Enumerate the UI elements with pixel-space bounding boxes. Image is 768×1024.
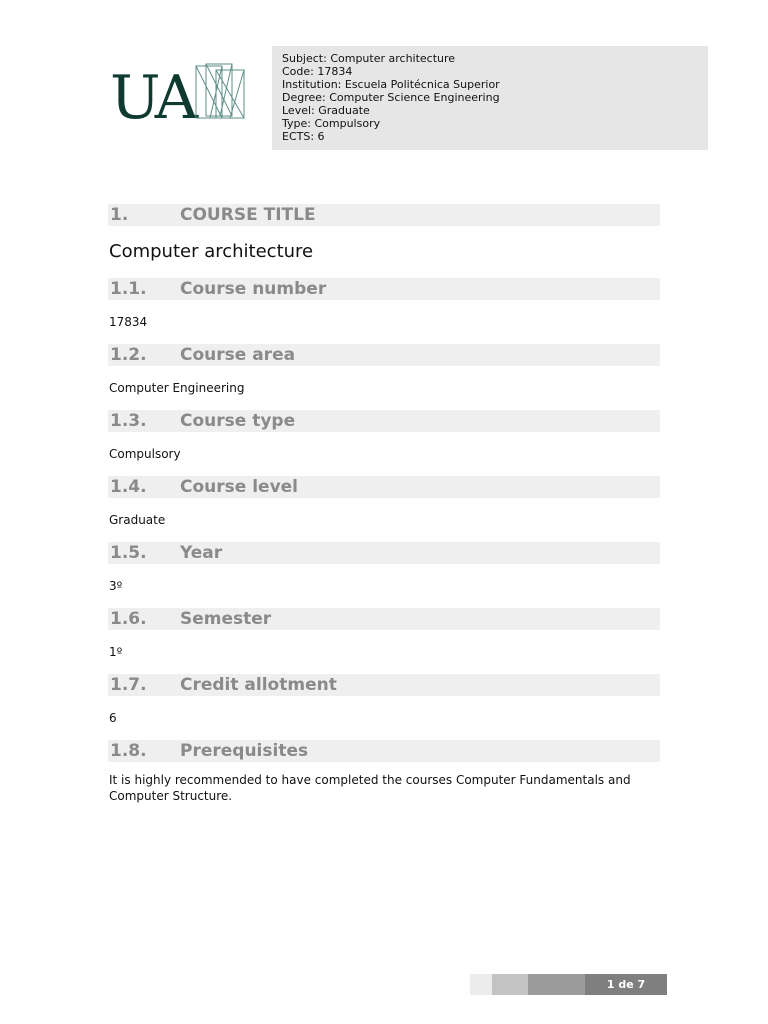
section-number: 1.1.: [110, 279, 147, 299]
section-heading-course-type: [108, 410, 660, 432]
year-value: 3º: [109, 579, 123, 593]
section-title: Course number: [180, 279, 327, 299]
section-title: Course type: [180, 411, 296, 431]
section-title: Semester: [180, 609, 272, 629]
pager-segment: [528, 974, 585, 995]
svg-text:UA: UA: [110, 63, 195, 120]
section-heading-year: [108, 542, 660, 564]
section-number: 1.8.: [110, 741, 147, 761]
section-number: 1.2.: [110, 345, 147, 365]
prerequisites-value: It is highly recommended to have completed the courses Computer Fundamentals and Computer Structure.: [109, 773, 631, 803]
document-body: [108, 204, 660, 804]
course-type-value: Compulsory: [109, 447, 181, 461]
info-level: Level: Graduate: [282, 104, 370, 117]
section-heading-prerequisites: [108, 740, 660, 762]
section-title: COURSE TITLE: [180, 205, 316, 225]
course-level-value: Graduate: [109, 513, 166, 527]
info-type: Type: Compulsory: [282, 117, 381, 130]
info-subject: Subject: Computer architecture: [282, 52, 456, 65]
section-heading-course-title: [108, 204, 660, 226]
section-number: 1.7.: [110, 675, 147, 695]
info-code: Code: 17834: [282, 65, 353, 78]
section-number: 1.6.: [110, 609, 147, 629]
course-number-value: 17834: [109, 315, 148, 329]
section-heading-semester: [108, 608, 660, 630]
course-area-value: Computer Engineering: [109, 381, 245, 395]
section-number: 1.3.: [110, 411, 147, 431]
section-title: Prerequisites: [180, 741, 309, 761]
section-heading-credit-allotment: [108, 674, 660, 696]
page-indicator-bar: [470, 974, 667, 995]
pager-segment: [470, 974, 492, 995]
course-title: Computer architecture: [109, 241, 314, 262]
section-number: 1.4.: [110, 477, 147, 497]
semester-value: 1º: [109, 645, 123, 659]
section-heading-course-number: [108, 278, 660, 300]
course-info-box: [272, 46, 708, 150]
section-number: 1.: [110, 205, 129, 225]
section-title: Year: [180, 543, 223, 563]
credit-allotment-value: 6: [109, 711, 117, 725]
uam-logo: [110, 62, 248, 120]
info-degree: Degree: Computer Science Engineering: [282, 91, 500, 104]
section-title: Credit allotment: [180, 675, 337, 695]
section-number: 1.5.: [110, 543, 147, 563]
info-institution: Institution: Escuela Politécnica Superior: [282, 78, 500, 91]
pager-segment: [492, 974, 528, 995]
section-heading-course-area: [108, 344, 660, 366]
info-ects: ECTS: 6: [282, 130, 325, 143]
section-heading-course-level: [108, 476, 660, 498]
section-title: Course level: [180, 477, 299, 497]
page-number: 1 de 7: [585, 974, 667, 995]
section-title: Course area: [180, 345, 296, 365]
